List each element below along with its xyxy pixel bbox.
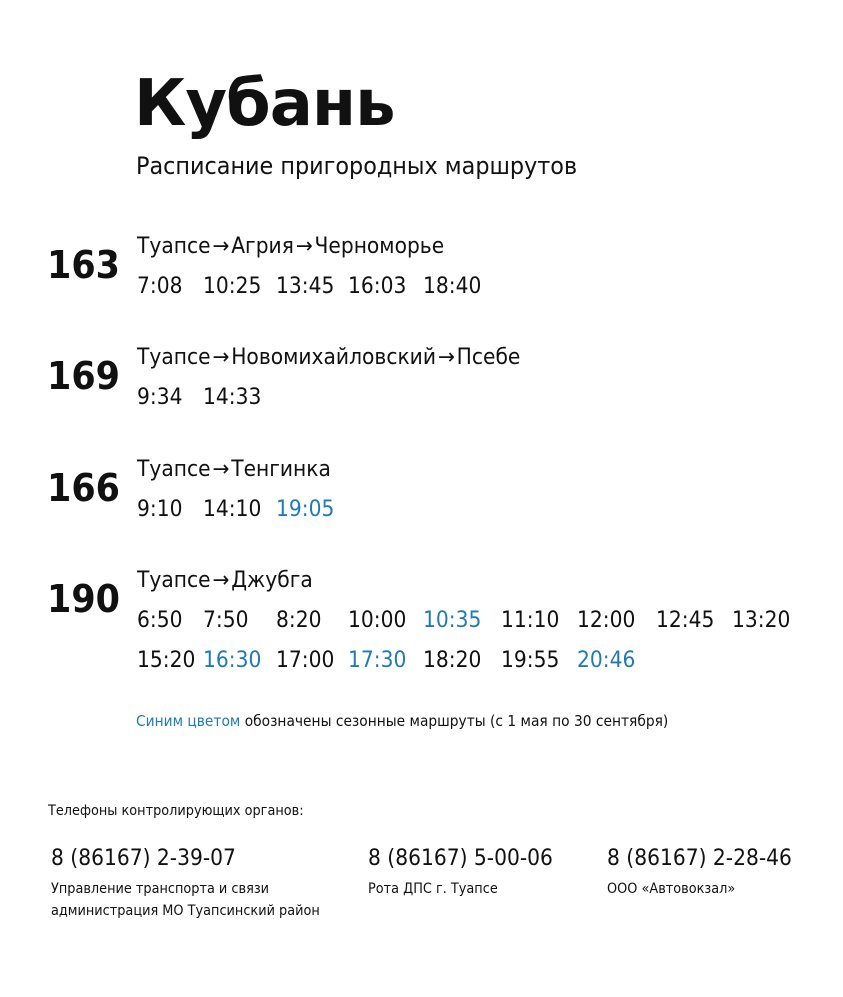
- departure-time: 16:03: [348, 274, 407, 299]
- route-number: 190: [47, 577, 120, 621]
- route-path: [137, 459, 331, 481]
- departure-time: 12:00: [577, 608, 636, 633]
- departure-time: 13:20: [732, 608, 791, 633]
- departure-time: 14:10: [203, 497, 262, 522]
- contact-org-line: Рота ДПС г. Туапсе: [368, 881, 498, 897]
- contact-org: [51, 878, 320, 922]
- arrow-right-icon: →: [212, 345, 230, 370]
- contact-phone: 8 (86167) 2-28-46: [607, 846, 792, 871]
- departure-times-row: [0, 387, 843, 411]
- contact-org-line: Управление транспорта и связи: [51, 881, 270, 897]
- route-stop: Туапсе: [137, 457, 211, 482]
- contact-org: [368, 878, 553, 900]
- seasonal-departure-time: 20:46: [577, 648, 636, 673]
- departure-time: 9:10: [137, 497, 183, 522]
- contact-bus-station: [607, 848, 808, 900]
- route-stop: Джубга: [231, 568, 313, 593]
- departure-times-row: [0, 499, 843, 523]
- route-stop: Агрия: [231, 234, 294, 259]
- departure-time: 18:40: [423, 274, 482, 299]
- departure-time: 6:50: [137, 608, 183, 633]
- arrow-right-icon: →: [437, 345, 455, 370]
- route-stop: Новомихайловский: [231, 345, 436, 370]
- departure-time: 12:45: [656, 608, 715, 633]
- contact-dps: [368, 848, 569, 900]
- page-title: Кубань: [134, 67, 395, 141]
- route-number: 166: [47, 466, 120, 510]
- arrow-right-icon: →: [212, 457, 230, 482]
- seasonal-legend: [136, 714, 668, 729]
- contact-phone: 8 (86167) 2-39-07: [51, 846, 236, 871]
- page-subtitle: Расписание пригородных маршрутов: [136, 152, 578, 180]
- route-stop: Туапсе: [137, 568, 211, 593]
- seasonal-departure-time: 19:05: [276, 497, 335, 522]
- departure-time: 9:34: [137, 385, 183, 410]
- contact-org: [607, 878, 792, 900]
- seasonal-departure-time: 17:30: [348, 648, 407, 673]
- route-path: [137, 570, 313, 592]
- departure-time: 19:55: [501, 648, 560, 673]
- route-stop: Тенгинка: [231, 457, 331, 482]
- departure-time: 14:33: [203, 385, 262, 410]
- departure-time: 15:20: [137, 648, 196, 673]
- departure-time: 10:00: [348, 608, 407, 633]
- departure-time: 7:50: [203, 608, 249, 633]
- departure-times-row: [0, 276, 843, 300]
- legend-highlight: Синим цветом: [136, 712, 241, 730]
- arrow-right-icon: →: [212, 568, 230, 593]
- departure-time: 8:20: [276, 608, 322, 633]
- departure-time: 18:20: [423, 648, 482, 673]
- contact-phone: 8 (86167) 5-00-06: [368, 846, 553, 871]
- departure-time: 13:45: [276, 274, 335, 299]
- departure-time: 11:10: [501, 608, 560, 633]
- route-stop: Туапсе: [137, 345, 211, 370]
- seasonal-departure-time: 10:35: [423, 608, 482, 633]
- route-stop: Псебе: [456, 345, 521, 370]
- route-number: 169: [47, 354, 120, 398]
- route-path: [137, 347, 520, 369]
- departure-time: 17:00: [276, 648, 335, 673]
- route-path: [137, 236, 444, 258]
- arrow-right-icon: →: [212, 234, 230, 259]
- departure-time: 7:08: [137, 274, 183, 299]
- departure-time: 10:25: [203, 274, 262, 299]
- phones-title: Телефоны контролирующих органов:: [48, 803, 304, 819]
- departure-times-row: [0, 650, 843, 674]
- contact-org-line: администрация МО Туапсинский район: [51, 903, 320, 919]
- route-stop: Черноморье: [314, 234, 445, 259]
- contact-transport-dept: [51, 848, 343, 922]
- departure-times-row: [0, 610, 843, 634]
- route-stop: Туапсе: [137, 234, 211, 259]
- route-number: 163: [47, 243, 120, 287]
- legend-text: обозначены сезонные маршруты (с 1 мая по 30 сентября): [240, 712, 669, 730]
- seasonal-departure-time: 16:30: [203, 648, 262, 673]
- contact-org-line: ООО «Автовокзал»: [607, 881, 736, 897]
- arrow-right-icon: →: [295, 234, 313, 259]
